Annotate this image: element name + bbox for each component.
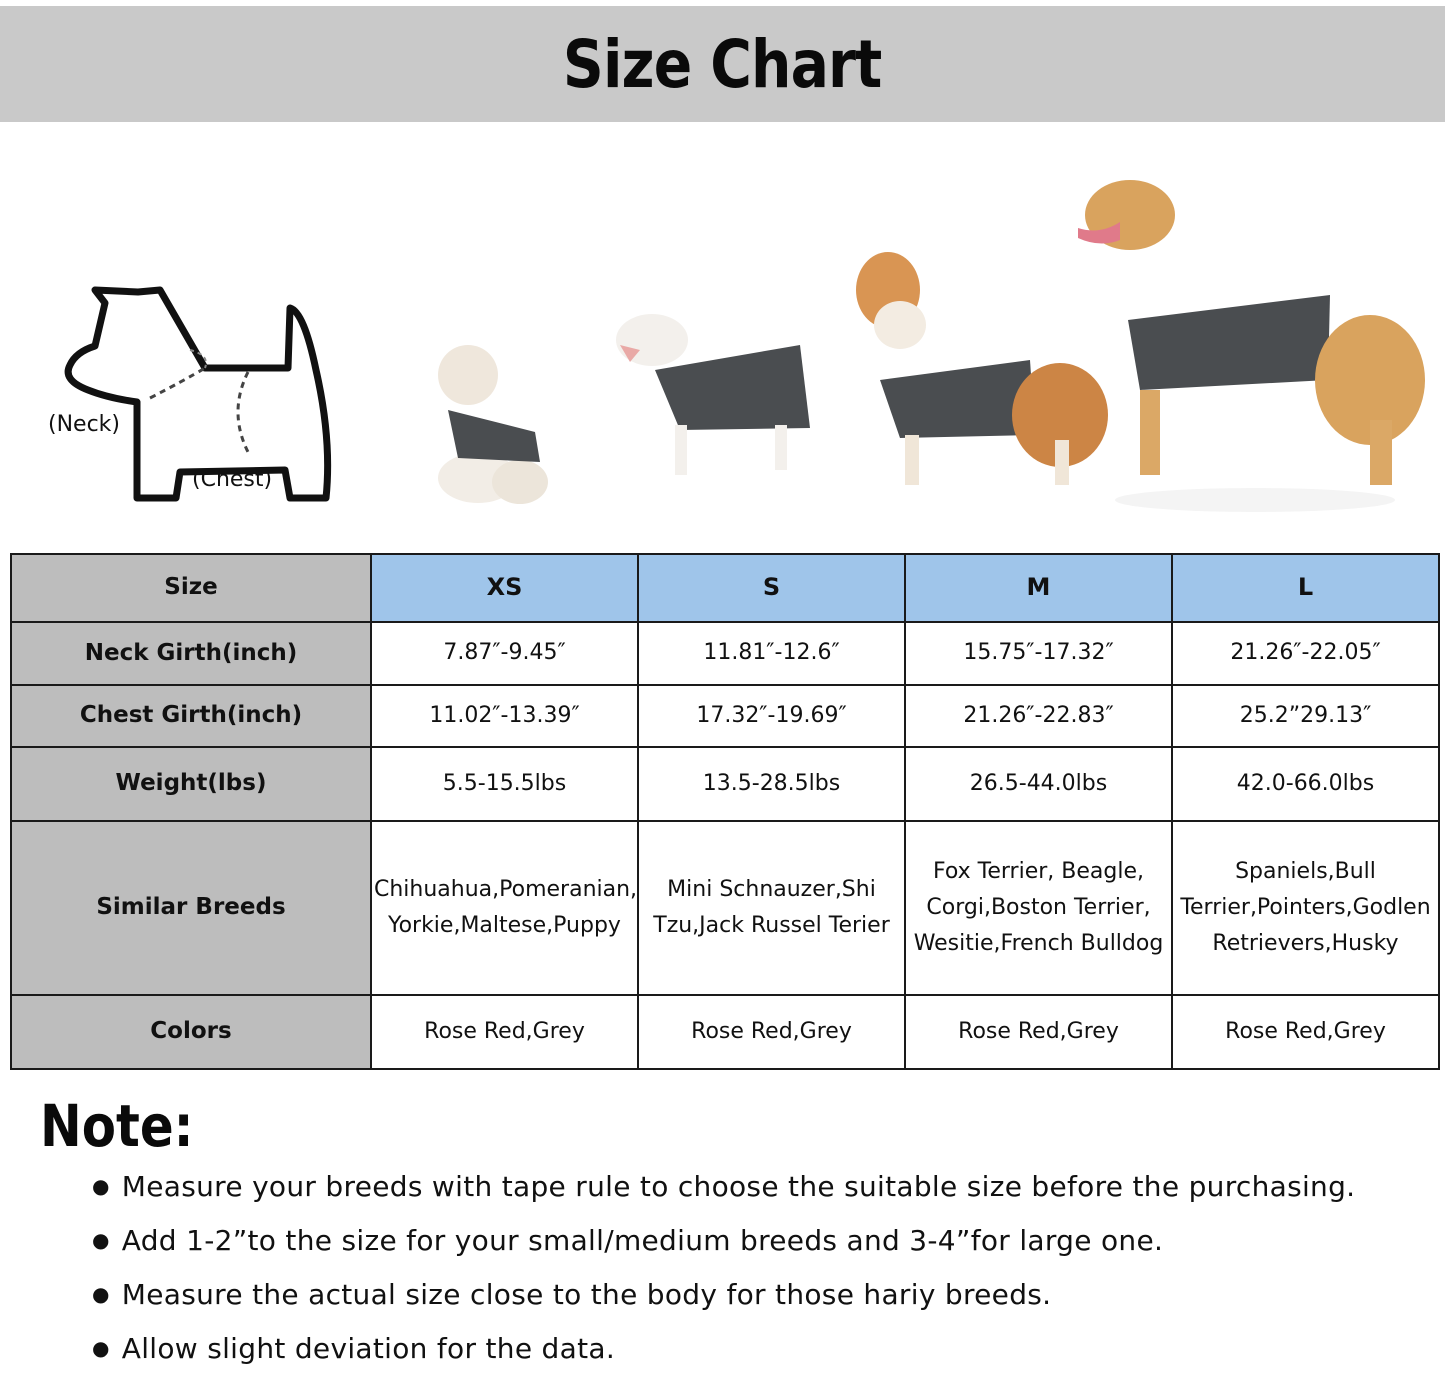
note-text: Allow slight deviation for the data. <box>121 1332 616 1365</box>
table-cell: 17.32″-19.69″ <box>638 685 905 747</box>
table-cell: Rose Red,Grey <box>1172 995 1439 1069</box>
chest-label: (Chest) <box>192 467 273 492</box>
list-item <box>92 1328 1355 1382</box>
note-text: Measure the actual size close to the body for those hariy breeds. <box>121 1278 1052 1311</box>
table-cell: Rose Red,Grey <box>905 995 1172 1069</box>
table-cell: Mini Schnauzer,Shi Tzu,Jack Russel Terier <box>638 821 905 995</box>
note-text: Measure your breeds with tape rule to choose the suitable size before the purchasing. <box>121 1170 1356 1203</box>
table-cell: 26.5-44.0lbs <box>905 747 1172 821</box>
table-cell: Rose Red,Grey <box>371 995 638 1069</box>
table-row <box>11 622 1439 685</box>
table-row <box>11 747 1439 821</box>
table-cell: Fox Terrier, Beagle, Corgi,Boston Terrier, Wesitie,French Bulldog <box>905 821 1172 995</box>
list-item <box>92 1274 1355 1328</box>
l-dog-image <box>1078 180 1425 512</box>
size-col-xs: XS <box>371 554 638 622</box>
neck-label: (Neck) <box>48 412 120 437</box>
xs-dog-image <box>438 345 548 504</box>
row-label-colors: Colors <box>11 995 371 1069</box>
bullet-icon: ● <box>92 1174 110 1198</box>
table-cell: Spaniels,Bull Terrier,Pointers,Godlen Retrievers,Husky <box>1172 821 1439 995</box>
table-cell: 11.81″-12.6″ <box>638 622 905 685</box>
table-cell: 5.5-15.5lbs <box>371 747 638 821</box>
size-col-m: M <box>905 554 1172 622</box>
table-cell: 25.2”29.13″ <box>1172 685 1439 747</box>
bullet-icon: ● <box>92 1228 110 1252</box>
table-cell: 11.02″-13.39″ <box>371 685 638 747</box>
size-col-s: S <box>638 554 905 622</box>
chest-measure-line <box>238 372 248 452</box>
table-cell: 42.0-66.0lbs <box>1172 747 1439 821</box>
list-item <box>92 1220 1355 1274</box>
list-item <box>92 1166 1355 1220</box>
row-label-weight: Weight(lbs) <box>11 747 371 821</box>
note-list <box>92 1166 1355 1382</box>
bullet-icon: ● <box>92 1336 110 1360</box>
table-cell: 21.26″-22.05″ <box>1172 622 1439 685</box>
table-cell: Rose Red,Grey <box>638 995 905 1069</box>
note-text: Add 1-2”to the size for your small/medium breeds and 3-4”for large one. <box>121 1224 1164 1257</box>
row-label-breeds: Similar Breeds <box>11 821 371 995</box>
table-cell: 7.87″-9.45″ <box>371 622 638 685</box>
title-banner <box>0 6 1445 122</box>
row-label-chest: Chest Girth(inch) <box>11 685 371 747</box>
table-row <box>11 685 1439 747</box>
table-cell: 15.75″-17.32″ <box>905 622 1172 685</box>
row-label-neck: Neck Girth(inch) <box>11 622 371 685</box>
table-row <box>11 995 1439 1069</box>
table-cell: Chihuahua,Pomeranian, Yorkie,Maltese,Puppy <box>371 821 638 995</box>
dog-illustration-area <box>0 140 1445 540</box>
table-cell: 21.26″-22.83″ <box>905 685 1172 747</box>
note-heading: Note: <box>40 1092 194 1160</box>
table-cell: 13.5-28.5lbs <box>638 747 905 821</box>
size-table <box>10 553 1440 1070</box>
size-header-row <box>11 554 1439 622</box>
table-row <box>11 821 1439 995</box>
neck-measure-line <box>150 368 205 398</box>
bullet-icon: ● <box>92 1282 110 1306</box>
size-header-label: Size <box>11 554 371 622</box>
page-title: Size Chart <box>563 25 882 103</box>
m-dog-image <box>856 252 1108 485</box>
size-col-l: L <box>1172 554 1439 622</box>
s-dog-image <box>616 314 810 475</box>
